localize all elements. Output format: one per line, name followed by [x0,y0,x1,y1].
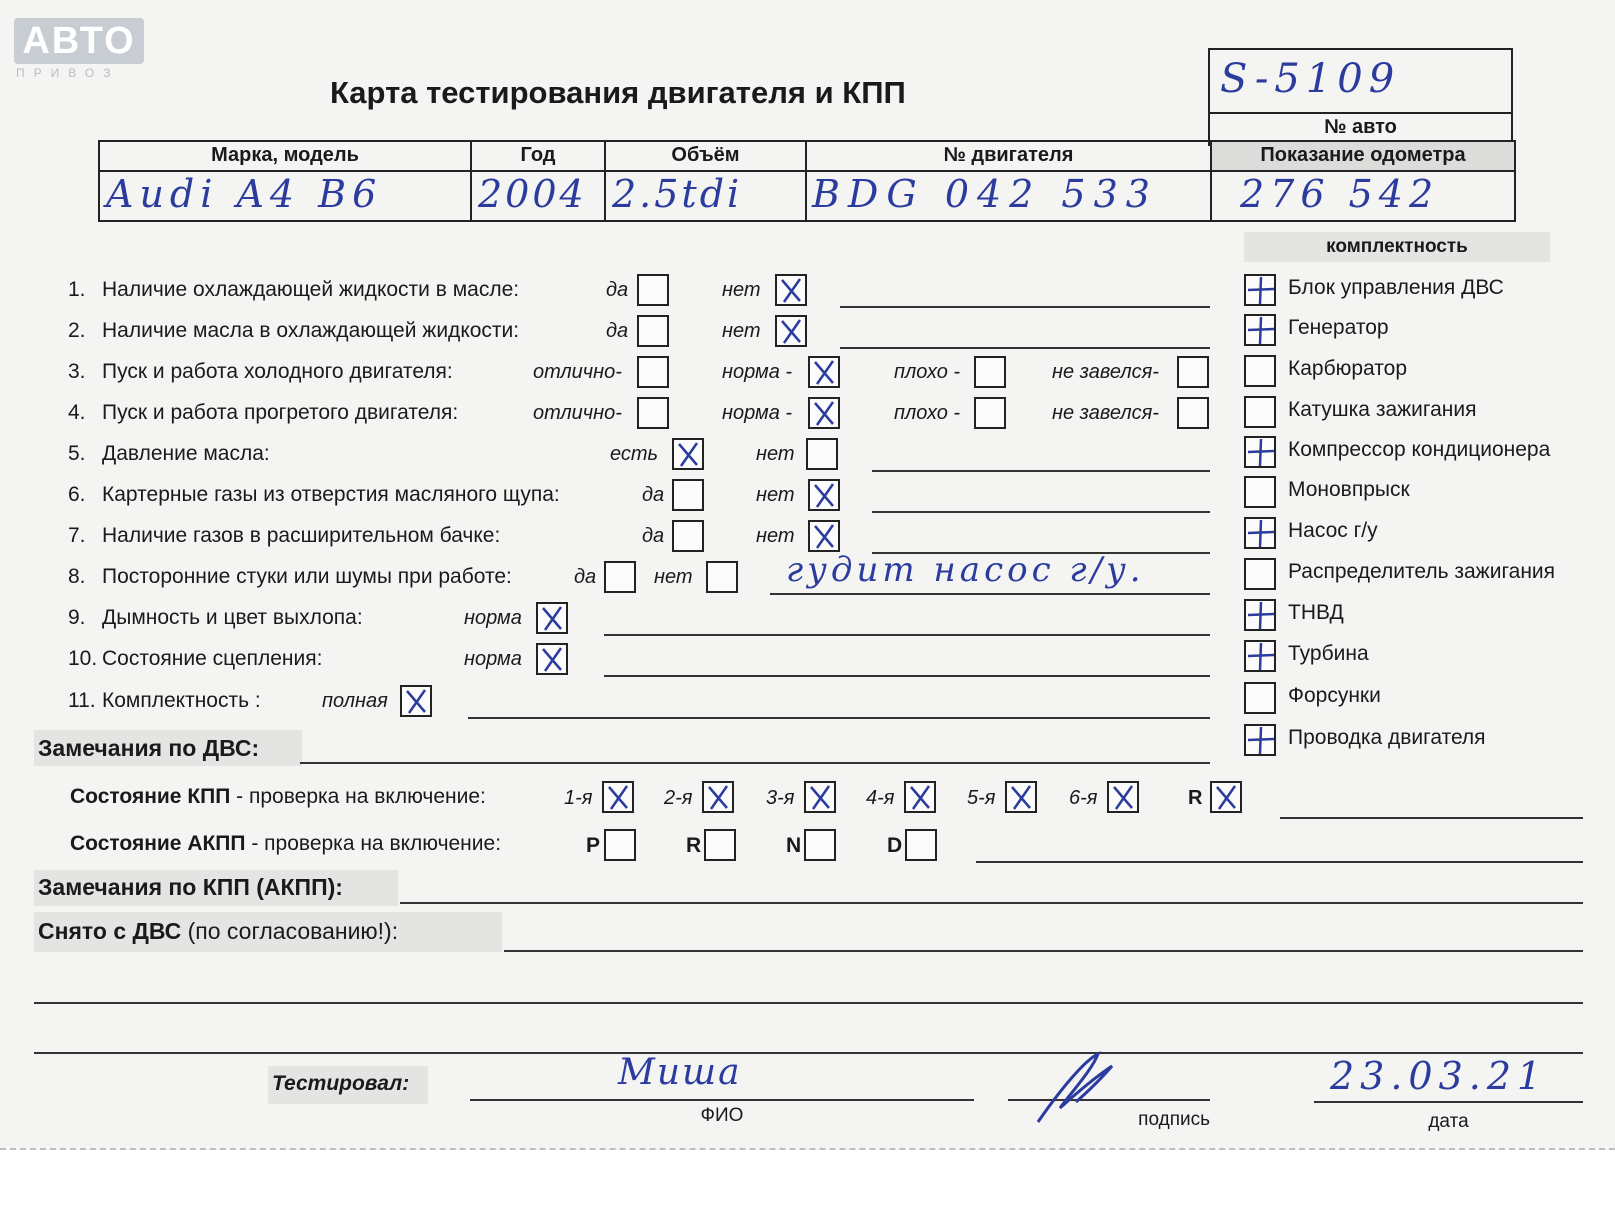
completeness-item-label: Генератор [1288,316,1389,339]
checkbox-q5-no[interactable] [806,438,838,470]
completeness-checkbox[interactable] [1244,355,1276,387]
answer-line [872,470,1210,472]
question-number: 5. [68,442,86,465]
answer-line [604,675,1210,677]
checkbox-q9-normal[interactable] [536,602,568,634]
gear-checkbox[interactable] [1210,781,1242,813]
akpp-label: Состояние АКПП - проверка на включение: [70,832,502,855]
option-label: отлично- [533,402,622,424]
completeness-item-label: Компрессор кондиционера [1288,438,1551,461]
option-label: да [642,525,665,547]
question-number: 11. [68,689,96,712]
completeness-checkbox[interactable] [1244,314,1276,346]
col-header-volume: Объём [671,144,740,166]
akpp-line [976,861,1583,863]
gear-checkbox[interactable] [804,781,836,813]
x-mark-icon [1210,781,1242,813]
x-mark-icon [808,520,840,552]
option-label: нет [654,566,693,588]
x-mark-icon [702,781,734,813]
question-number: 2. [68,319,86,342]
checkbox-q10-normal[interactable] [536,643,568,675]
x-mark-icon [672,438,704,470]
question-number: 7. [68,524,86,547]
answer-line [468,717,1210,719]
completeness-title: комплектность [1326,236,1468,257]
removed-line [504,950,1583,952]
auto-number-label: № авто [1324,116,1397,138]
date-caption: дата [1428,1111,1469,1132]
kpp-line [1280,817,1583,819]
auto-number-value: S-5109 [1220,56,1401,102]
completeness-item-label: Распределитель зажигания [1288,560,1556,583]
plus-mark-icon [1244,314,1276,346]
checkbox-q6-yes[interactable] [672,479,704,511]
question-number: 3. [68,360,86,383]
date-value: 23.03.21 [1330,1054,1548,1098]
checkbox-q1-yes[interactable] [637,274,669,306]
question-number: 6. [68,483,86,506]
checkbox-q3-not-started[interactable] [1177,356,1209,388]
akpp-mode-checkbox[interactable] [704,829,736,861]
volume-value: 2.5tdi [612,172,743,216]
question-number: 10. [68,647,98,670]
x-mark-icon [775,315,807,347]
completeness-checkbox[interactable] [1244,558,1276,590]
akpp-mode-label: N [786,834,802,857]
page-title: Карта тестирования двигателя и КПП [330,75,906,110]
x-mark-icon [904,781,936,813]
gear-label: R [1188,787,1203,809]
checkbox-q3-excellent[interactable] [637,356,669,388]
removed-label: Снято с ДВС (по согласованию!): [38,918,399,944]
option-label: норма [464,607,522,629]
checkbox-q11-full[interactable] [400,685,432,717]
question-text: Картерные газы из отверстия масляного щупа: [102,483,560,506]
question-number: 8. [68,565,86,588]
remarks-kpp-label: Замечания по КПП (АКПП): [38,874,343,900]
completeness-checkbox[interactable] [1244,436,1276,468]
option-label: нет [756,484,795,506]
akpp-mode-label: P [586,834,601,857]
question-number: 1. [68,278,86,301]
gear-label: 4-я [866,787,895,809]
checkbox-q4-normal[interactable] [808,397,840,429]
gear-checkbox[interactable] [1005,781,1037,813]
gear-label: 2-я [664,787,693,809]
x-mark-icon [602,781,634,813]
checkbox-q7-no[interactable] [808,520,840,552]
remarks-engine-label: Замечания по ДВС: [38,735,260,761]
option-label: нет [756,443,795,465]
answer-line [770,593,1210,595]
plus-mark-icon [1244,640,1276,672]
option-label: есть [610,443,659,465]
akpp-mode-checkbox[interactable] [604,829,636,861]
checkbox-q4-excellent[interactable] [637,397,669,429]
remarks-kpp-line [400,902,1583,904]
col-header-odometer: Показание одометра [1260,144,1466,166]
col-header-engine-number: № двигателя [943,144,1074,166]
x-mark-icon [804,781,836,813]
gear-checkbox[interactable] [904,781,936,813]
question-number: 9. [68,606,86,629]
completeness-checkbox[interactable] [1244,274,1276,306]
name-caption: ФИО [700,1105,744,1126]
completeness-checkbox[interactable] [1244,517,1276,549]
option-label: нет [756,525,795,547]
make-model-value: Audi A4 B6 [106,172,383,216]
gear-checkbox[interactable] [602,781,634,813]
checkbox-q2-yes[interactable] [637,315,669,347]
completeness-checkbox[interactable] [1244,724,1276,756]
option-label: норма - [722,361,793,383]
gear-label: 1-я [564,787,593,809]
option-label: да [642,484,665,506]
checkbox-q8-no[interactable] [706,561,738,593]
x-mark-icon [1107,781,1139,813]
completeness-checkbox[interactable] [1244,640,1276,672]
question-text: Посторонние стуки или шумы при работе: [102,565,512,588]
x-mark-icon [775,274,807,306]
akpp-mode-checkbox[interactable] [804,829,836,861]
option-label: нет [722,279,761,301]
checkbox-q8-yes[interactable] [604,561,636,593]
gear-label: 3-я [766,787,795,809]
answer-line [872,511,1210,513]
gear-label: 6-я [1069,787,1098,809]
vehicle-header-table [98,140,1516,222]
x-mark-icon [808,356,840,388]
col-header-make: Марка, модель [211,144,359,166]
question-text: Комплектность : [102,689,261,712]
date-line [1314,1101,1583,1103]
checkbox-q1-no[interactable] [775,274,807,306]
completeness-item-label: Проводка двигателя [1288,726,1486,749]
checkbox-q5-yes[interactable] [672,438,704,470]
watermark-subtitle: ПРИВОЗ [16,66,120,80]
kpp-label: Состояние КПП - проверка на включение: [70,785,486,808]
tester-name: Миша [618,1052,742,1093]
akpp-mode-label: R [686,834,702,857]
checkbox-q6-no[interactable] [808,479,840,511]
option-label: норма - [722,402,793,424]
q8-handwritten-note: гудит насос г/у. [786,550,1145,590]
option-label: норма [464,648,522,670]
x-mark-icon [536,643,568,675]
x-mark-icon [1005,781,1037,813]
option-label: да [606,320,629,342]
question-number: 4. [68,401,86,424]
plus-mark-icon [1244,274,1276,306]
checkbox-q3-normal[interactable] [808,356,840,388]
completeness-checkbox[interactable] [1244,682,1276,714]
answer-line [840,306,1210,308]
akpp-mode-label: D [887,834,903,857]
completeness-item-label: Моновпрыск [1288,478,1410,501]
question-text: Наличие газов в расширительном бачке: [102,524,501,547]
answer-line [840,347,1210,349]
question-text: Пуск и работа прогретого двигателя: [102,401,459,424]
checkbox-q3-bad[interactable] [974,356,1006,388]
completeness-checkbox[interactable] [1244,476,1276,508]
odometer-value: 276 542 [1240,172,1440,216]
question-text: Состояние сцепления: [102,647,323,670]
option-label: плохо - [894,402,961,424]
option-label: отлично- [533,361,622,383]
checkbox-q2-no[interactable] [775,315,807,347]
engine-number-value: BDG 042 533 [812,172,1158,216]
signature-caption: подпись [1138,1109,1210,1130]
completeness-item-label: Блок управления ДВС [1288,276,1504,299]
question-text: Наличие охлаждающей жидкости в масле: [102,278,520,301]
year-value: 2004 [478,172,587,216]
option-label: да [574,566,597,588]
question-text: Наличие масла в охлаждающей жидкости: [102,319,520,342]
x-mark-icon [808,397,840,429]
option-label: да [606,279,629,301]
checkbox-q4-bad[interactable] [974,397,1006,429]
plus-mark-icon [1244,436,1276,468]
completeness-item-label: Карбюратор [1288,357,1408,380]
checkbox-q7-yes[interactable] [672,520,704,552]
checkbox-q4-not-started[interactable] [1177,397,1209,429]
gear-checkbox[interactable] [1107,781,1139,813]
col-header-year: Год [520,144,556,166]
question-text: Давление масла: [102,442,270,465]
gear-checkbox[interactable] [702,781,734,813]
tested-label: Тестировал: [272,1072,410,1095]
x-mark-icon [536,602,568,634]
x-mark-icon [808,479,840,511]
akpp-mode-checkbox[interactable] [905,829,937,861]
watermark-logo: АВТО [14,18,144,64]
completeness-item-label: Турбина [1288,642,1369,665]
completeness-item-label: Катушка зажигания [1288,398,1477,421]
x-mark-icon [400,685,432,717]
option-label: нет [722,320,761,342]
option-label: плохо - [894,361,961,383]
completeness-item-label: Форсунки [1288,684,1381,707]
completeness-item-label: ТНВД [1288,601,1344,624]
name-line [470,1099,974,1101]
question-text: Дымность и цвет выхлопа: [102,606,363,629]
question-text: Пуск и работа холодного двигателя: [102,360,453,383]
blank-line [34,1002,1583,1004]
remarks-engine-line [300,762,1210,764]
answer-line [604,634,1210,636]
plus-mark-icon [1244,724,1276,756]
completeness-checkbox[interactable] [1244,396,1276,428]
plus-mark-icon [1244,517,1276,549]
option-label: полная [322,690,388,712]
auto-number-box [1208,48,1513,146]
gear-label: 5-я [967,787,996,809]
completeness-checkbox[interactable] [1244,599,1276,631]
option-label: не завелся- [1052,402,1159,424]
plus-mark-icon [1244,599,1276,631]
completeness-item-label: Насос г/у [1288,519,1378,542]
option-label: не завелся- [1052,361,1159,383]
